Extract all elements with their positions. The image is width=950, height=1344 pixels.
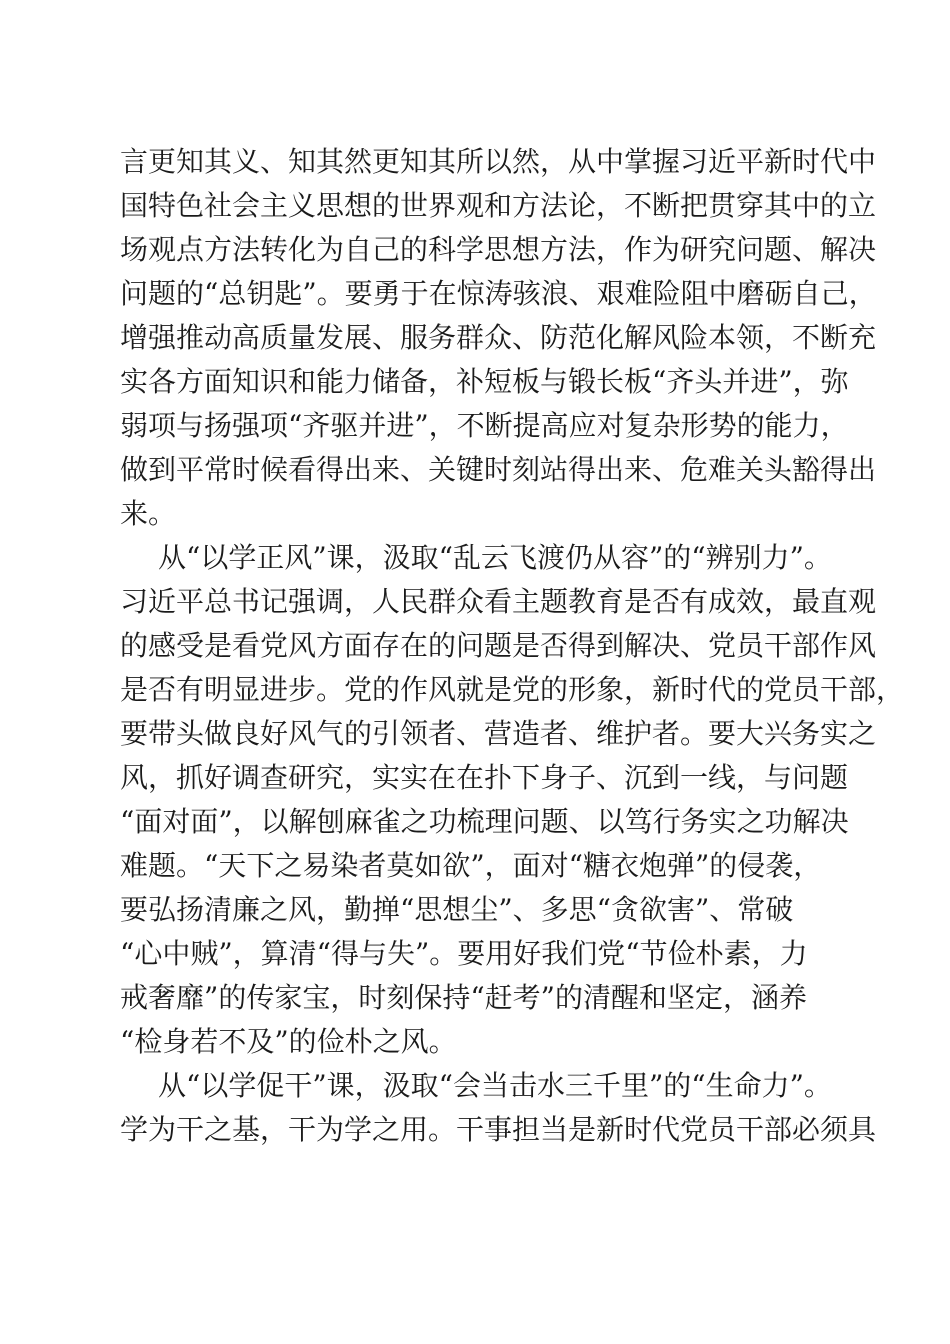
text-line: 戒奢靡”的传家宝，时刻保持“赶考”的清醒和坚定，涵养 (120, 981, 807, 1014)
text-line: 难题。“天下之易染者莫如欲”，面对“糖衣炮弹”的侵袭， (120, 849, 822, 882)
text-line: 言更知其义、知其然更知其所以然，从中掌握习近平新时代中 (120, 145, 877, 178)
text-line: 实各方面知识和能力储备，补短板与锻长板“齐头并进”，弥 (120, 365, 849, 398)
paragraph-heading: 从“以学正风”课，汲取“乱云飞渡仍从容”的“辨别力”。 (158, 541, 832, 574)
text-line: 弱项与扬强项“齐驱并进”，不断提高应对复杂形势的能力， (120, 409, 849, 442)
text-line: “心中贼”，算清“得与失”。要用好我们党“节俭朴素，力 (120, 937, 808, 970)
text-line: 场观点方法转化为自己的科学思想方法，作为研究问题、解决 (120, 233, 877, 266)
text-line: 要带头做良好风气的引领者、营造者、维护者。要大兴务实之 (120, 717, 877, 750)
text-line: “面对面”，以解刨麻雀之功梳理问题、以笃行务实之功解决 (120, 805, 849, 838)
text-line: 国特色社会主义思想的世界观和方法论，不断把贯穿其中的立 (120, 189, 877, 222)
paragraph-heading: 从“以学促干”课，汲取“会当击水三千里”的“生命力”。 (158, 1069, 832, 1102)
text-line: 做到平常时候看得出来、关键时刻站得出来、危难关头豁得出 (120, 453, 877, 486)
text-line: 风，抓好调查研究，实实在在扑下身子、沉到一线，与问题 (120, 761, 849, 794)
text-line: 要弘扬清廉之风，勤掸“思想尘”、多思“贪欲害”、常破 (120, 893, 794, 926)
text-line: 是否有明显进步。党的作风就是党的形象，新时代的党员干部， (120, 673, 905, 706)
text-line: 的感受是看党风方面存在的问题是否得到解决、党员干部作风 (120, 629, 877, 662)
text-line: 问题的“总钥匙”。要勇于在惊涛骇浪、艰难险阻中磨砺自己， (120, 277, 877, 310)
text-line: 习近平总书记强调，人民群众看主题教育是否有成效，最直观 (120, 585, 877, 618)
text-line: “检身若不及”的俭朴之风。 (120, 1025, 457, 1058)
text-line: 来。 (120, 497, 177, 530)
text-line: 增强推动高质量发展、服务群众、防范化解风险本领，不断充 (120, 321, 877, 354)
text-line: 学为干之基，干为学之用。干事担当是新时代党员干部必须具 (120, 1113, 877, 1146)
